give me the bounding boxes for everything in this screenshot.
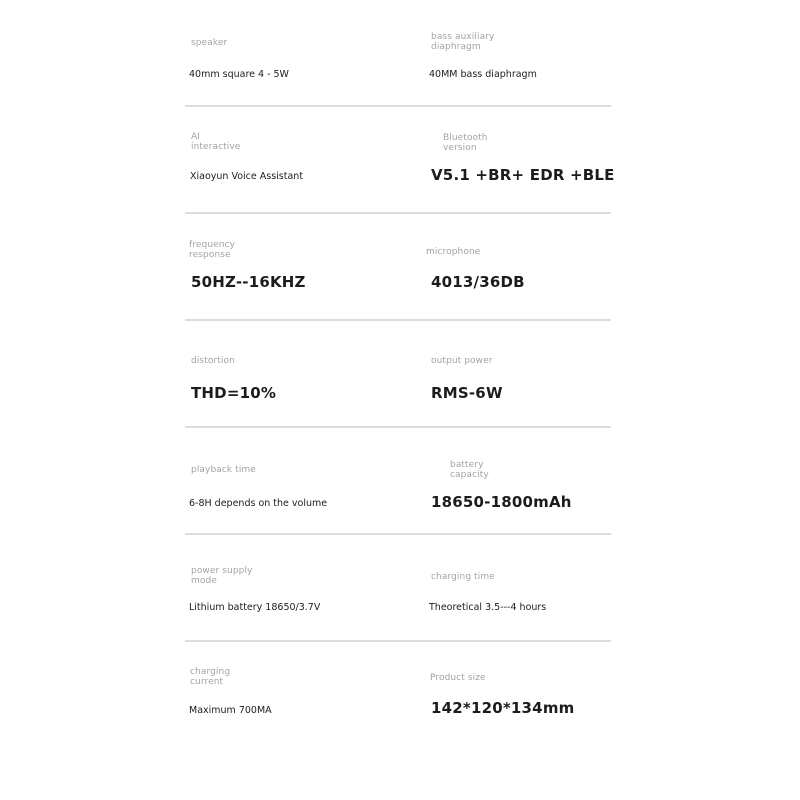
spec-row-distortion-power <box>185 321 611 428</box>
spec-value: 40MM bass diaphragm <box>429 69 537 80</box>
spec-label: output power <box>431 356 493 366</box>
spec-row-frequency-microphone <box>185 214 611 321</box>
spec-row-playback-battery <box>185 428 611 535</box>
spec-cell-charging-current <box>189 642 419 749</box>
spec-label: charging time <box>431 572 495 582</box>
spec-cell-battery-capacity <box>429 428 611 533</box>
spec-value: 40mm square 4 - 5W <box>189 69 289 80</box>
spec-row-current-size <box>185 642 611 749</box>
spec-sheet <box>185 0 615 749</box>
spec-row-power-charging-time <box>185 535 611 642</box>
spec-value: Theoretical 3.5---4 hours <box>429 602 547 613</box>
spec-value: Lithium battery 18650/3.7V <box>189 602 321 613</box>
spec-label: playback time <box>191 465 256 475</box>
spec-cell-charging-time <box>429 535 611 640</box>
spec-label: power supply mode <box>191 566 253 586</box>
spec-label: distortion <box>191 356 235 366</box>
spec-label: speaker <box>191 38 228 48</box>
spec-value: 4013/36DB <box>431 273 525 291</box>
spec-label: charging current <box>190 667 231 687</box>
spec-cell-playback-time <box>189 428 419 533</box>
spec-label: battery capacity <box>450 460 489 480</box>
spec-label: frequency response <box>189 240 236 260</box>
spec-cell-power-supply-mode <box>189 535 419 640</box>
spec-value: Maximum 700MA <box>189 705 272 716</box>
spec-value: 6-8H depends on the volume <box>189 498 328 509</box>
spec-value: RMS-6W <box>431 384 503 402</box>
spec-value: 142*120*134mm <box>431 699 575 717</box>
spec-label: bass auxiliary diaphragm <box>431 32 495 52</box>
spec-label: AI interactive <box>191 132 241 152</box>
spec-value: V5.1 +BR+ EDR +BLE <box>431 166 615 184</box>
spec-label: Bluetooth version <box>443 133 488 153</box>
spec-cell-bluetooth-version <box>429 107 615 212</box>
spec-value: THD=10% <box>191 384 277 402</box>
spec-cell-bass-diaphragm <box>429 0 611 105</box>
spec-label: Product size <box>430 673 486 683</box>
spec-value: 18650-1800mAh <box>431 493 572 511</box>
spec-cell-microphone <box>426 214 611 319</box>
spec-cell-speaker <box>189 0 419 105</box>
spec-value: Xiaoyun Voice Assistant <box>190 171 304 182</box>
spec-row-speaker <box>185 0 611 107</box>
spec-cell-frequency-response <box>189 214 419 319</box>
spec-cell-product-size <box>429 642 611 749</box>
spec-row-ai-bluetooth <box>185 107 615 214</box>
spec-value: 50HZ--16KHZ <box>191 273 306 291</box>
spec-cell-ai-interactive <box>189 107 419 212</box>
spec-cell-distortion <box>189 321 419 426</box>
spec-label: microphone <box>426 247 481 257</box>
spec-cell-output-power <box>429 321 611 426</box>
